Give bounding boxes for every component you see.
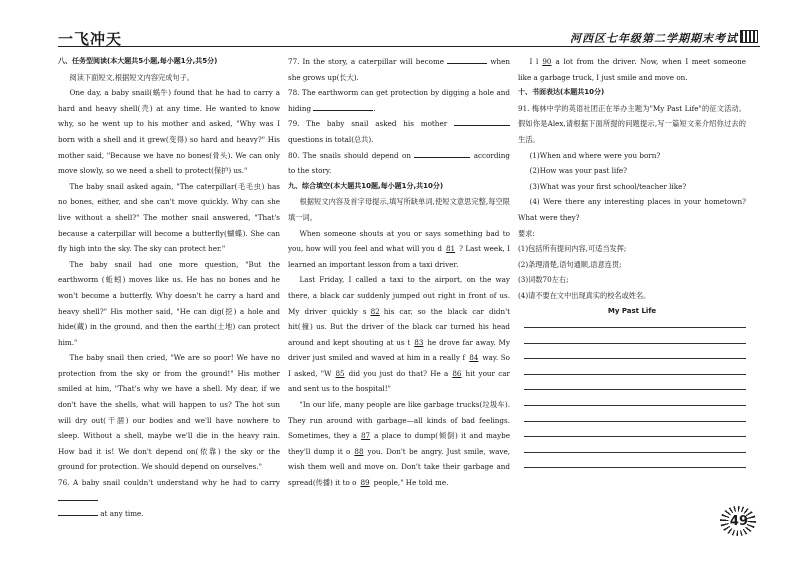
prompt-item: (2)How was your past life?: [529, 166, 627, 176]
requirement-item: (3)词数70左右;: [518, 275, 569, 285]
cloze-paragraph: When someone shouts at you or says something bad to you, how will you feel and what will you d 81 ? Last week, I learned an important lesson from a taxi driver.: [288, 228, 511, 269]
exam-title: 河西区七年级第二学期期末考试: [570, 32, 738, 45]
answer-blank-76[interactable]: [58, 492, 98, 501]
answer-90[interactable]: 90: [542, 57, 552, 66]
answer-89[interactable]: 89: [360, 478, 370, 488]
column-middle: [288, 54, 510, 491]
cloze-paragraph: Last Friday, I called a taxi to the airport, on the way there, a black car suddenly jumped out right in front of us. My driver quickly s 82 his car, so the black car didn't hit(撞) us. But the driver of the black car turned his head around and kept shouting at us t 83 he drove far away. My driver just smiled and waved at him in a really f 84 way. So I asked, "W 85 did you just do that? He a 86 hit your car and sent us to the hospital!": [288, 275, 510, 394]
brand-logo: 一飞冲天: [58, 30, 123, 48]
column-left: [58, 54, 280, 522]
question-91: 91. 梅林中学的英语社团正在举办主题为"My Past Life"的征文活动。假如你是Alex,请根据下面所提的问题提示,写一篇短文来介绍你过去的生活。: [518, 103, 746, 144]
cloze-paragraph: "In our life, many people are like garbage trucks(垃圾车). They run around with garbage—all kinds of bad feelings. Sometimes, they a 87 a place to dump(倾倒) it and maybe they'll dump it o 88 you. Don't be angry. Just smile, wave, wish them well and move on. Don't take their garbage and spread(传播) it to o 89 people," He told me.: [288, 400, 510, 488]
writing-line[interactable]: [524, 467, 746, 468]
question-78: 78. The earthworm can get protection by digging a hole and hiding .: [288, 88, 510, 113]
writing-line[interactable]: [524, 374, 746, 375]
answer-86[interactable]: 86: [452, 368, 462, 378]
section8-heading: 八、任务型阅读(本大题共5小题,每小题1分,共5分): [58, 57, 218, 65]
answer-blank-77[interactable]: [447, 55, 487, 64]
answer-82[interactable]: 82: [370, 306, 380, 316]
answer-blank-80[interactable]: [414, 149, 470, 158]
section10-heading: 十、书面表达(本题共10分): [518, 88, 605, 97]
column-right: [518, 54, 746, 483]
writing-line[interactable]: [524, 327, 746, 328]
question-77: 77. In the story, a caterpillar will become when she grows up(长大).: [288, 57, 510, 82]
header-rule: [58, 46, 760, 47]
answer-88[interactable]: 88: [354, 446, 364, 456]
story-paragraph: The baby snail asked again, "The caterpillar(毛毛虫) has no bones, either, and she can't move quickly. Why can she live without a shell?" The mother snail answered, "That's because a caterpillar will become a butterfly(蝴蝶). She can fly high into the sky. The sky can protect her.": [58, 181, 280, 254]
answer-84[interactable]: 84: [469, 353, 479, 363]
story-paragraph: One day, a baby snail(蜗牛) found that he had to carry a hard and heavy shell(壳) at any time. He wanted to know why, so he went up to his mother and asked, "Why was I born with a shell and it grew(变得) so hard and heavy?" His mother said, "Because we have no bones(骨头). We can only move slowly, so we need a shell to protect(保护) us.": [58, 88, 280, 176]
cloze-paragraph: I l 90 a lot from the driver. Now, when I meet someone like a garbage truck, I just smile and move on.: [518, 57, 746, 82]
requirement-item: (4)请不要在文中出现真实的校名或姓名。: [518, 290, 651, 300]
prompt-item: (1)When and where were you born?: [529, 150, 661, 160]
answer-81[interactable]: 81: [445, 244, 456, 254]
answer-blank-79[interactable]: [454, 117, 510, 126]
story-paragraph: The baby snail then cried, "We are so poor! We have no protection from the sky or from the ground!" His mother smiled at him, "That's why we have a shell. My dear, if we don't have the shells, what will happen to us? The hot sun will dry out(干涸) our bodies and we'll have nowhere to sleep. Without a shell, maybe we'll die in the heavy rain. How bad it is! We don't depend on(依靠) the sky or the ground for protection. We should depend on ourselves.": [58, 353, 280, 472]
writing-line[interactable]: [524, 421, 746, 422]
requirements-heading: 要求:: [518, 228, 535, 238]
answer-blank-76b[interactable]: [58, 507, 98, 516]
grid-icon: [740, 30, 758, 43]
prompt-item: (4) Were there any interesting places in your hometown? What were they?: [518, 197, 746, 222]
writing-line[interactable]: [524, 358, 746, 359]
essay-title: My Past Life: [607, 306, 657, 315]
writing-line[interactable]: [524, 436, 746, 437]
answer-83[interactable]: 83: [414, 337, 424, 347]
answer-blank-78[interactable]: [313, 102, 373, 111]
writing-line[interactable]: [524, 343, 746, 344]
question-76: 76. A baby snail couldn't understand why he had to carry at any time.: [58, 478, 280, 519]
answer-87[interactable]: 87: [360, 431, 371, 441]
requirement-item: (1)包括所有提问内容,可适当发挥;: [518, 244, 627, 254]
question-79: 79. The baby snail asked his mother questions in total(总共).: [288, 116, 510, 147]
section9-instruction: 根据短文内容及首字母提示,填写所缺单词,使短文意思完整,每空限填一词。: [288, 197, 510, 222]
prompt-item: (3)What was your first school/teacher like?: [529, 181, 687, 191]
writing-line[interactable]: [524, 405, 746, 406]
answer-85[interactable]: 85: [335, 368, 345, 378]
question-80: 80. The snails should depend on according to the story.: [288, 150, 510, 176]
writing-line[interactable]: [524, 389, 746, 390]
section8-instruction: 阅读下面短文,根据短文内容完成句子。: [69, 72, 194, 82]
page-number: 49: [729, 514, 748, 529]
section9-heading: 九、综合填空(本大题共10题,每小题1分,共10分): [288, 181, 444, 190]
writing-line[interactable]: [524, 452, 746, 453]
requirement-item: (2)条理清楚,语句通顺,语意连贯;: [518, 259, 622, 269]
essay-writing-area[interactable]: [518, 327, 746, 468]
story-paragraph: The baby snail had one more question, "But the earthworm (蚯蚓) moves like us. He has no bones and he won't become a butterfly. Why doesn't he carry a hard and heavy shell?" His mother said, "He can dig(挖) a hole and hide(藏) in the ground, and then the earth(土地) can protect him.": [58, 259, 280, 347]
